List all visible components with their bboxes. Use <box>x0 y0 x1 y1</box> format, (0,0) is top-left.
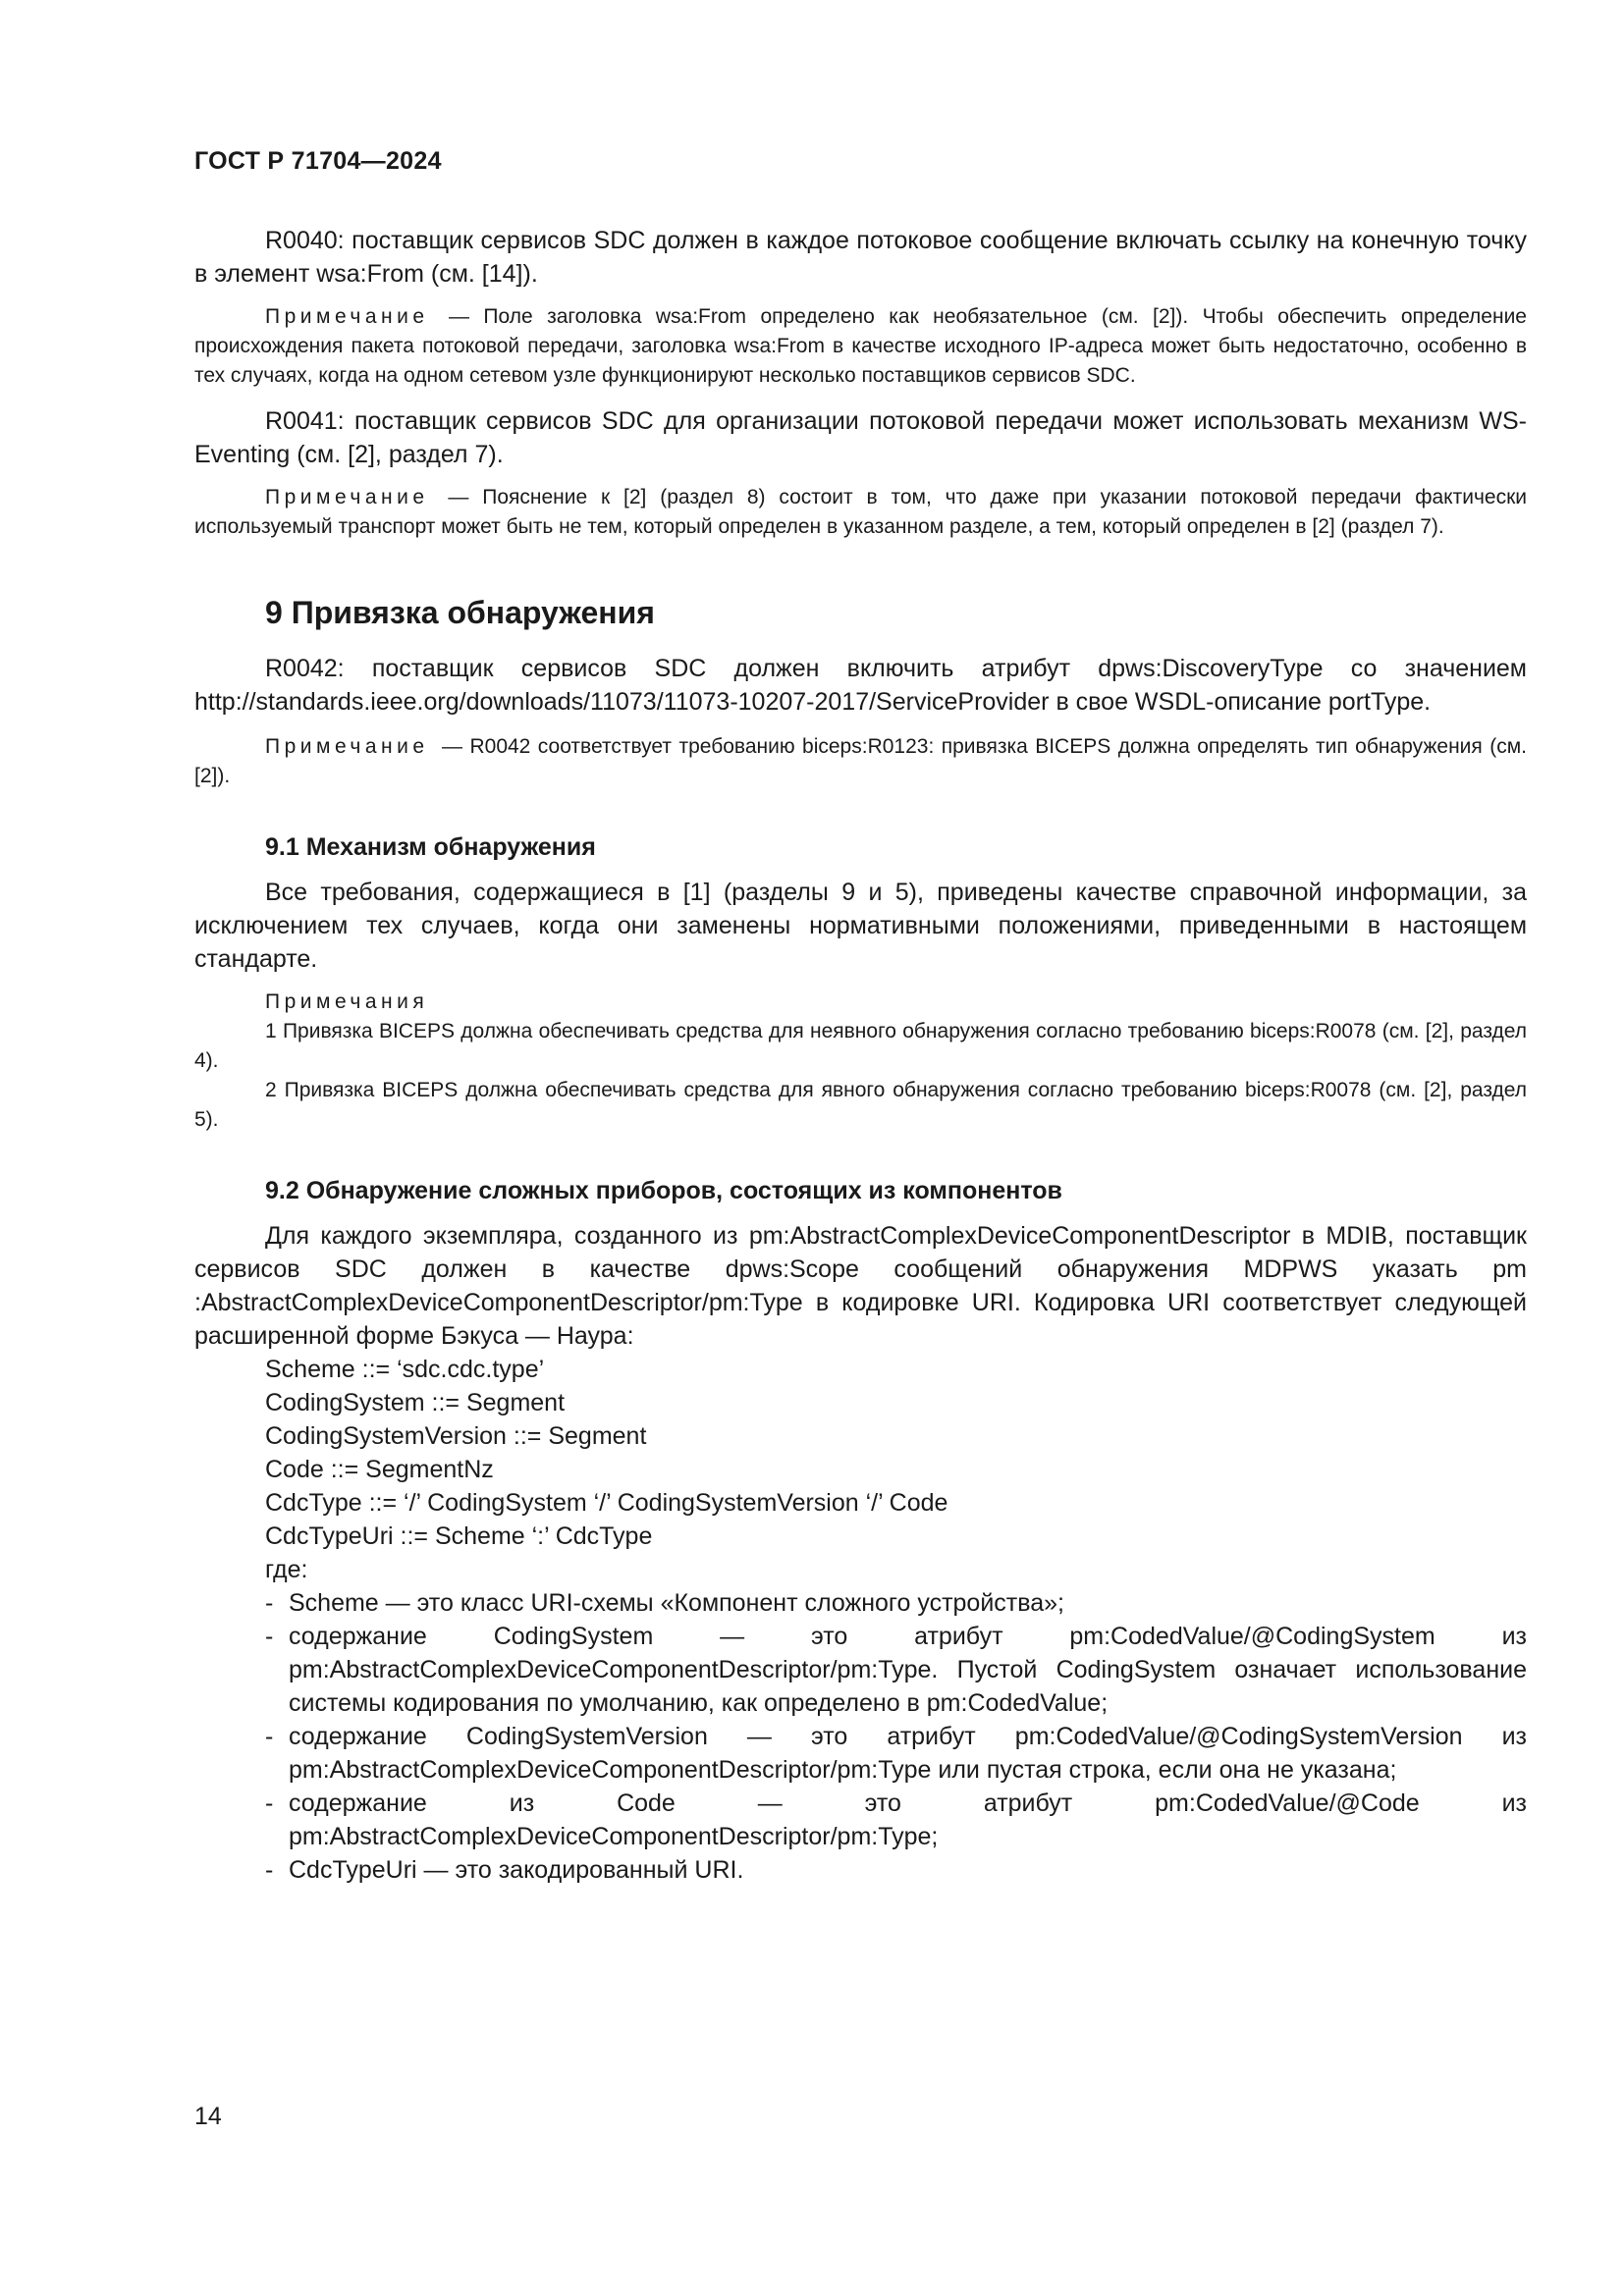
note-r0042 <box>194 732 1527 791</box>
bnf-where: где: <box>265 1556 308 1583</box>
note-dash: — <box>448 305 469 328</box>
bnf-line: Code ::= SegmentNz <box>265 1456 494 1483</box>
page-number: 14 <box>194 2103 222 2130</box>
note-item-1: 1 Привязка BICEPS должна обеспечивать средства для неявного обнаружения согласно требованию biceps:R0078 (см. [2], раздел 4). <box>194 1020 1527 1072</box>
bnf-line: CodingSystemVersion ::= Segment <box>265 1422 647 1450</box>
note-label: Примечание <box>265 305 429 328</box>
note-label: Примечание <box>265 486 429 508</box>
page-content <box>194 224 1527 1887</box>
section-heading-9: 9 Привязка обнаружения <box>265 595 655 630</box>
note-text: Поле заголовка wsa:From определено как необязательное (см. [2]). Чтобы обеспечить определение происхождения пакета потоковой передачи, заголовка wsa:From в качестве исходного IP-адреса может быть недостаточно, особенно в тех случаях, когда на одном сетевом узле функционируют несколько поставщиков сервисов SDC. <box>194 305 1527 387</box>
note-text: Пояснение к [2] (раздел 8) состоит в том, что даже при указании потоковой передачи фактически используемый транспорт может быть не тем, который определен в указанном разделе, а тем, который определен в [2] (раздел 7). <box>194 486 1527 538</box>
bnf-line: CodingSystem ::= Segment <box>265 1389 566 1416</box>
list-item: - содержание CodingSystemVersion — это атрибут pm:CodedValue/@CodingSystemVersion из pm:AbstractComplexDeviceComponentDescriptor/pm:Type или пустая строка, если она не указана; <box>265 1723 1527 1784</box>
list-item: - содержание CodingSystem — это атрибут pm:CodedValue/@CodingSystem из pm:AbstractComplexDeviceComponentDescriptor/pm:Type. Пустой CodingSystem означает использование системы кодирования по умолчанию, как определено в pm:CodedValue; <box>265 1623 1527 1717</box>
paragraph-r0042: R0042: поставщик сервисов SDC должен включить атрибут dpws:DiscoveryType со значением http://standards.ieee.org/downloads/11073/11073-10207-2017/ServiceProvider в свое WSDL-описание portType. <box>194 655 1527 716</box>
document-code-header: ГОСТ Р 71704—2024 <box>194 147 442 175</box>
note-item-2: 2 Привязка BICEPS должна обеспечивать средства для явного обнаружения согласно требованию biceps:R0078 (см. [2], раздел 5). <box>194 1079 1527 1131</box>
section-heading-9-1: 9.1 Механизм обнаружения <box>265 833 596 861</box>
paragraph-9-1: Все требования, содержащиеся в [1] (разделы 9 и 5), приведены качестве справочной информации, за исключением тех случаев, когда они заменены нормативными положениями, приведенными в настоящем стандарте. <box>194 879 1527 973</box>
where-list <box>194 1586 1527 1887</box>
note-transport <box>194 483 1527 542</box>
note-dash: — <box>442 735 463 758</box>
note-label: Примечание <box>265 735 429 758</box>
bnf-grammar <box>194 1353 1527 1586</box>
section-heading-9-2: 9.2 Обнаружение сложных приборов, состоящих из компонентов <box>265 1177 1062 1204</box>
note-dash: — <box>448 486 469 508</box>
list-item: - содержание из Code — это атрибут pm:CodedValue/@Code из pm:AbstractComplexDeviceComponentDescriptor/pm:Type; <box>265 1789 1527 1850</box>
note-text: R0042 соответствует требованию biceps:R0123: привязка BICEPS должна определять тип обнаружения (см. [2]). <box>194 735 1527 787</box>
note-wsa-from <box>194 302 1527 391</box>
paragraph-r0041: R0041: поставщик сервисов SDC для организации потоковой передачи может использовать механизм WS-Eventing (см. [2], раздел 7). <box>194 407 1527 468</box>
notes-title: Примечания <box>265 990 429 1013</box>
paragraph-r0040: R0040: поставщик сервисов SDC должен в каждое потоковое сообщение включать ссылку на конечную точку в элемент wsa:From (см. [14]). <box>194 227 1527 288</box>
bnf-line: CdcTypeUri ::= Scheme ‘:’ CdcType <box>265 1522 653 1550</box>
bnf-line: Scheme ::= ‘sdc.cdc.type’ <box>265 1356 545 1383</box>
list-item: - Scheme — это класс URI-схемы «Компонент сложного устройства»; <box>265 1589 1064 1617</box>
paragraph-9-2: Для каждого экземпляра, созданного из pm:AbstractComplexDeviceComponentDescriptor в MDIB, поставщик сервисов SDC должен в качестве dpws:Scope сообщений обнаружения MDPWS указать pm :AbstractComplexDeviceComponentDescriptor/pm:Type в кодировке URI. Кодировка URI соответствует следующей расширенной форме Бэкуса — Наура: <box>194 1222 1527 1350</box>
list-item: - CdcTypeUri — это закодированный URI. <box>265 1856 744 1884</box>
bnf-line: CdcType ::= ‘/’ CodingSystem ‘/’ CodingSystemVersion ‘/’ Code <box>265 1489 948 1517</box>
